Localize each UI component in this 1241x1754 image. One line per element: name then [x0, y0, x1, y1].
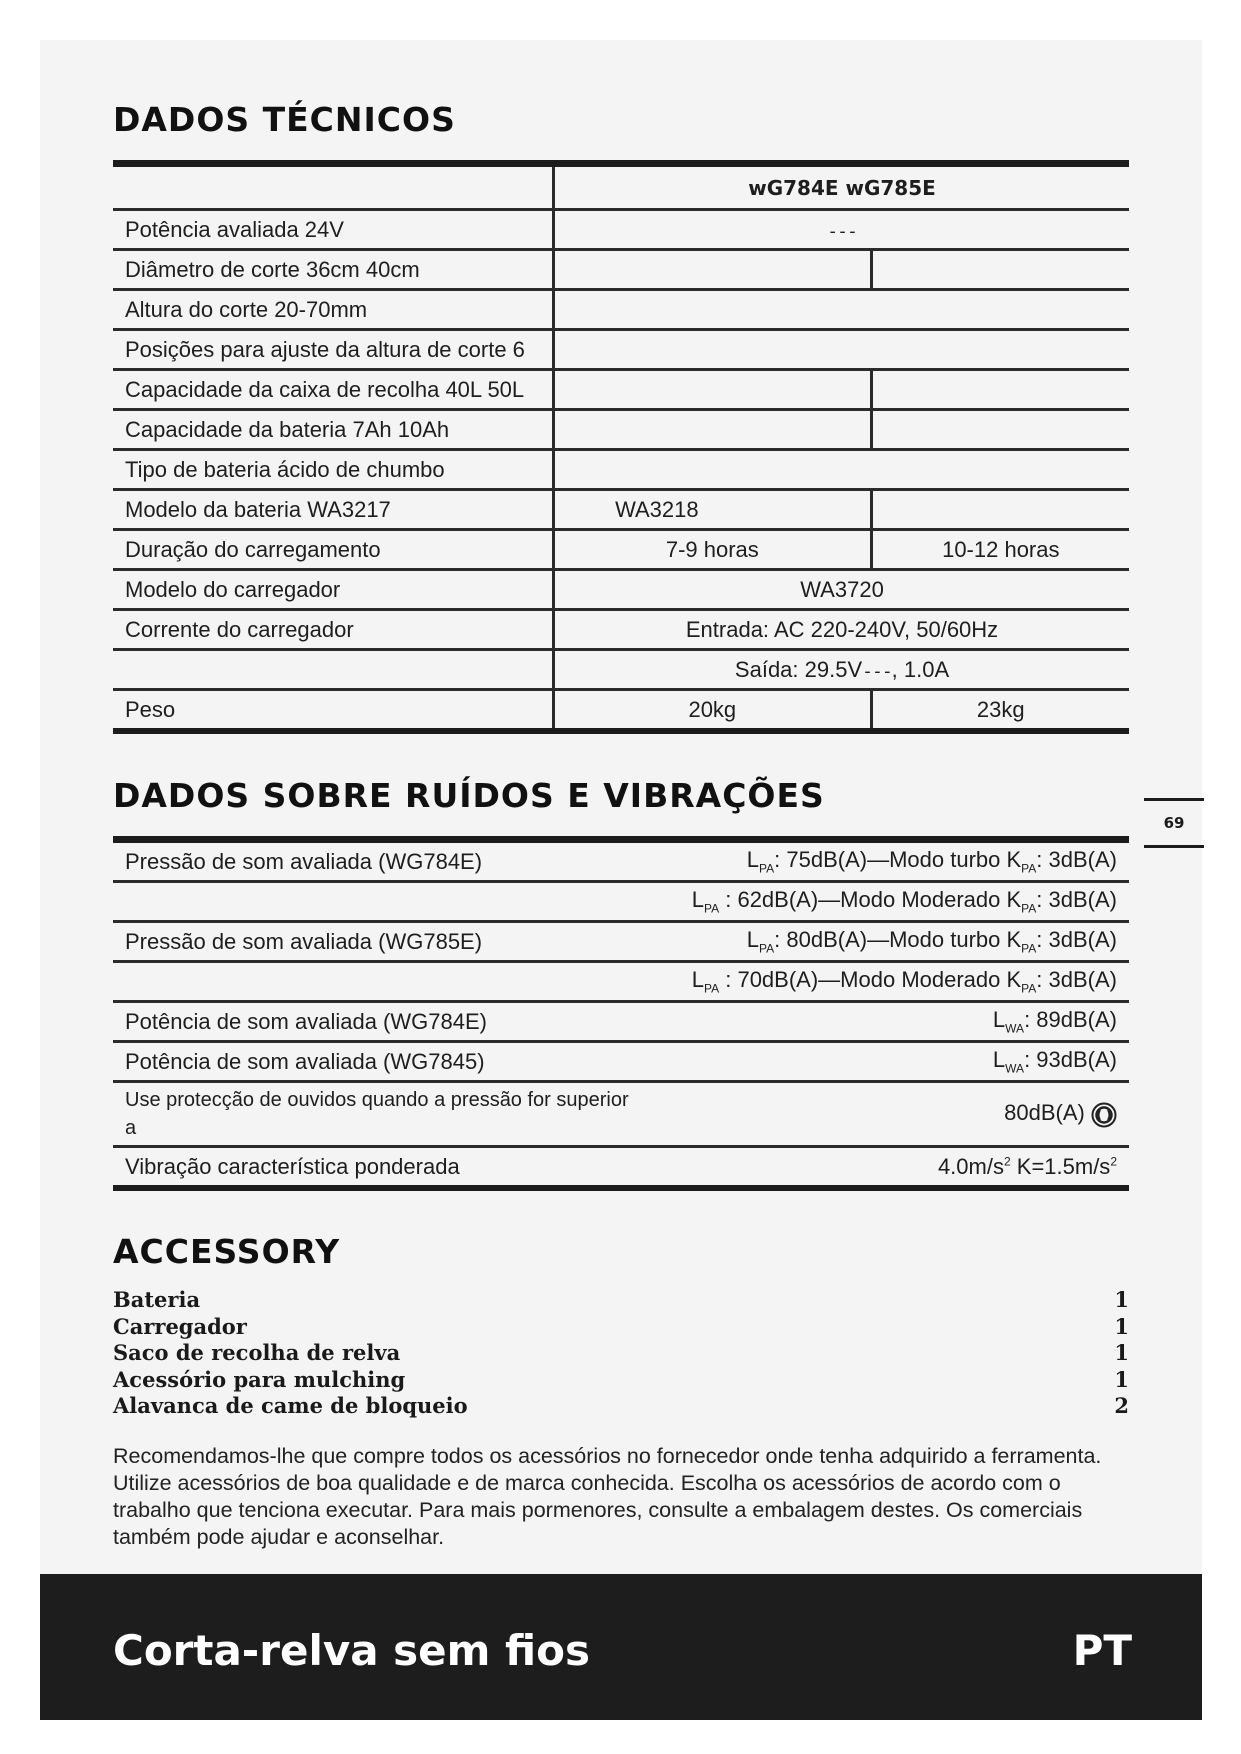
ear-protection-icon [1091, 1102, 1117, 1128]
dc-symbol-icon: --- [862, 660, 892, 682]
table-row [113, 1002, 1129, 1042]
dc-symbol-icon: --- [827, 220, 857, 242]
row-label: Modelo da bateria WA3217 [113, 490, 554, 530]
tech-heading: DADOS TÉCNICOS [113, 100, 456, 139]
table-row [113, 330, 1129, 370]
table-row [113, 840, 1129, 882]
row-label: Tipo de bateria ácido de chumbo [113, 450, 554, 490]
noise-table [113, 836, 1129, 1191]
table-row [113, 290, 1129, 330]
row-label: Corrente do carregador [113, 610, 554, 650]
row-label: Diâmetro de corte 36cm 40cm [113, 250, 554, 290]
accessory-paragraph: Recomendamos-lhe que compre todos os acessórios no fornecedor onde tenha adquirido a ferramenta. Utilize acessórios de boa qualidade e de marca conhecida. Escolha os acessórios de acordo com o trabalho que tenciona executar. Para mais pormenores, consulte a embalagem destes. Os comerciais também pode ajudar e aconselhar. [113, 1444, 1102, 1549]
cell-value: $L_{PA}$ : 70dB(A)—Modo Moderado $K_{PA}$: 3dB(A) [657, 962, 1129, 1002]
noise-heading: DADOS SOBRE RUÍDOS E VIBRAÇÕES [113, 776, 825, 815]
cell-value: 23kg [976, 696, 1025, 722]
row-label: Peso [113, 690, 554, 732]
cell-value: WA3218 [554, 490, 872, 530]
cell-value: WA3720 [554, 570, 1129, 610]
language-code: PT [1072, 1626, 1132, 1675]
table-row [113, 250, 1129, 290]
list-item: Alavanca de came de bloqueio 2 [113, 1393, 1129, 1418]
row-label: Modelo do carregador [113, 570, 554, 610]
list-item: Carregador 1 [113, 1313, 1129, 1339]
table-row [113, 410, 1129, 450]
table-row [113, 570, 1129, 610]
row-label: Use protecção de ouvidos quando a pressão for superior a [113, 1082, 657, 1147]
table-row [113, 1082, 1129, 1147]
page-number: 69 [1144, 798, 1204, 848]
footer-bar [40, 1574, 1202, 1720]
cell-value: 80dB(A) [657, 1082, 1129, 1147]
cell-value: $L_{WA}$: 93dB(A) [657, 1042, 1129, 1082]
row-label: Capacidade da caixa de recolha 40L 50L [113, 370, 554, 410]
table-row [113, 610, 1129, 650]
tech-table [113, 160, 1129, 734]
table-row [113, 530, 1129, 570]
table-row [113, 922, 1129, 962]
table-row [113, 1147, 1129, 1189]
row-label: Vibração característica ponderada [125, 1153, 460, 1179]
cell-value: 10-12 horas [871, 530, 1129, 570]
model-header: wG784E wG785E [748, 175, 936, 200]
row-label: Altura do corte 20-70mm [113, 290, 554, 330]
table-row [113, 1042, 1129, 1082]
noise-table-wrap [113, 836, 1129, 1191]
row-label: Duração do carregamento [113, 530, 554, 570]
row-label: Pressão de som avaliada (WG784E) [113, 840, 657, 882]
noise-section [113, 776, 1129, 815]
cell-value: Saída: 29.5V---, 1.0A [554, 650, 1129, 690]
accessory-heading: ACCESSORY [113, 1232, 341, 1271]
row-label: Pressão de som avaliada (WG785E) [113, 922, 657, 962]
tech-table-wrap [113, 160, 1129, 734]
list-item: Acessório para mulching 1 [113, 1366, 1129, 1392]
cell-value: $4.0m/s^2$ $K=1.5m/s^2$ [937, 1153, 1117, 1179]
list-item: Saco de recolha de relva 1 [113, 1340, 1129, 1365]
table-row [113, 210, 1129, 250]
accessory-section [113, 1232, 1129, 1271]
cell-value: Entrada: AC 220-240V, 50/60Hz [554, 610, 1129, 650]
cell-value: $L_{PA}$ : 62dB(A)—Modo Moderado $K_{PA}$: 3dB(A) [657, 882, 1129, 922]
cell-value: 20kg [554, 690, 872, 732]
tech-section [113, 100, 1129, 139]
row-label: Posições para ajuste da altura de corte 6 [113, 330, 554, 370]
cell-value: $L_{PA}$: 80dB(A)—Modo turbo $K_{PA}$: 3dB(A) [657, 922, 1129, 962]
cell-value: 7-9 horas [554, 530, 872, 570]
accessory-note [113, 1443, 1113, 1551]
row-label: Potência de som avaliada (WG7845) [113, 1042, 657, 1082]
cell-value: $L_{WA}$: 89dB(A) [657, 1002, 1129, 1042]
row-label: Potência de som avaliada (WG784E) [113, 1002, 657, 1042]
table-row [113, 450, 1129, 490]
list-item: Bateria 1 [113, 1287, 1129, 1312]
footer-title: Corta-relva sem fios [113, 1626, 591, 1675]
table-row [113, 962, 1129, 1002]
cell-value: $L_{PA}$: 75dB(A)—Modo turbo $K_{PA}$: 3dB(A) [657, 840, 1129, 882]
row-label: Potência avaliada 24V [113, 210, 554, 250]
row-label: Capacidade da bateria 7Ah 10Ah [113, 410, 554, 450]
table-row [113, 690, 1129, 732]
table-row [113, 650, 1129, 690]
table-row [113, 882, 1129, 922]
table-row [113, 490, 1129, 530]
accessory-list [113, 1287, 1129, 1420]
table-row [113, 164, 1129, 210]
table-row [113, 370, 1129, 410]
